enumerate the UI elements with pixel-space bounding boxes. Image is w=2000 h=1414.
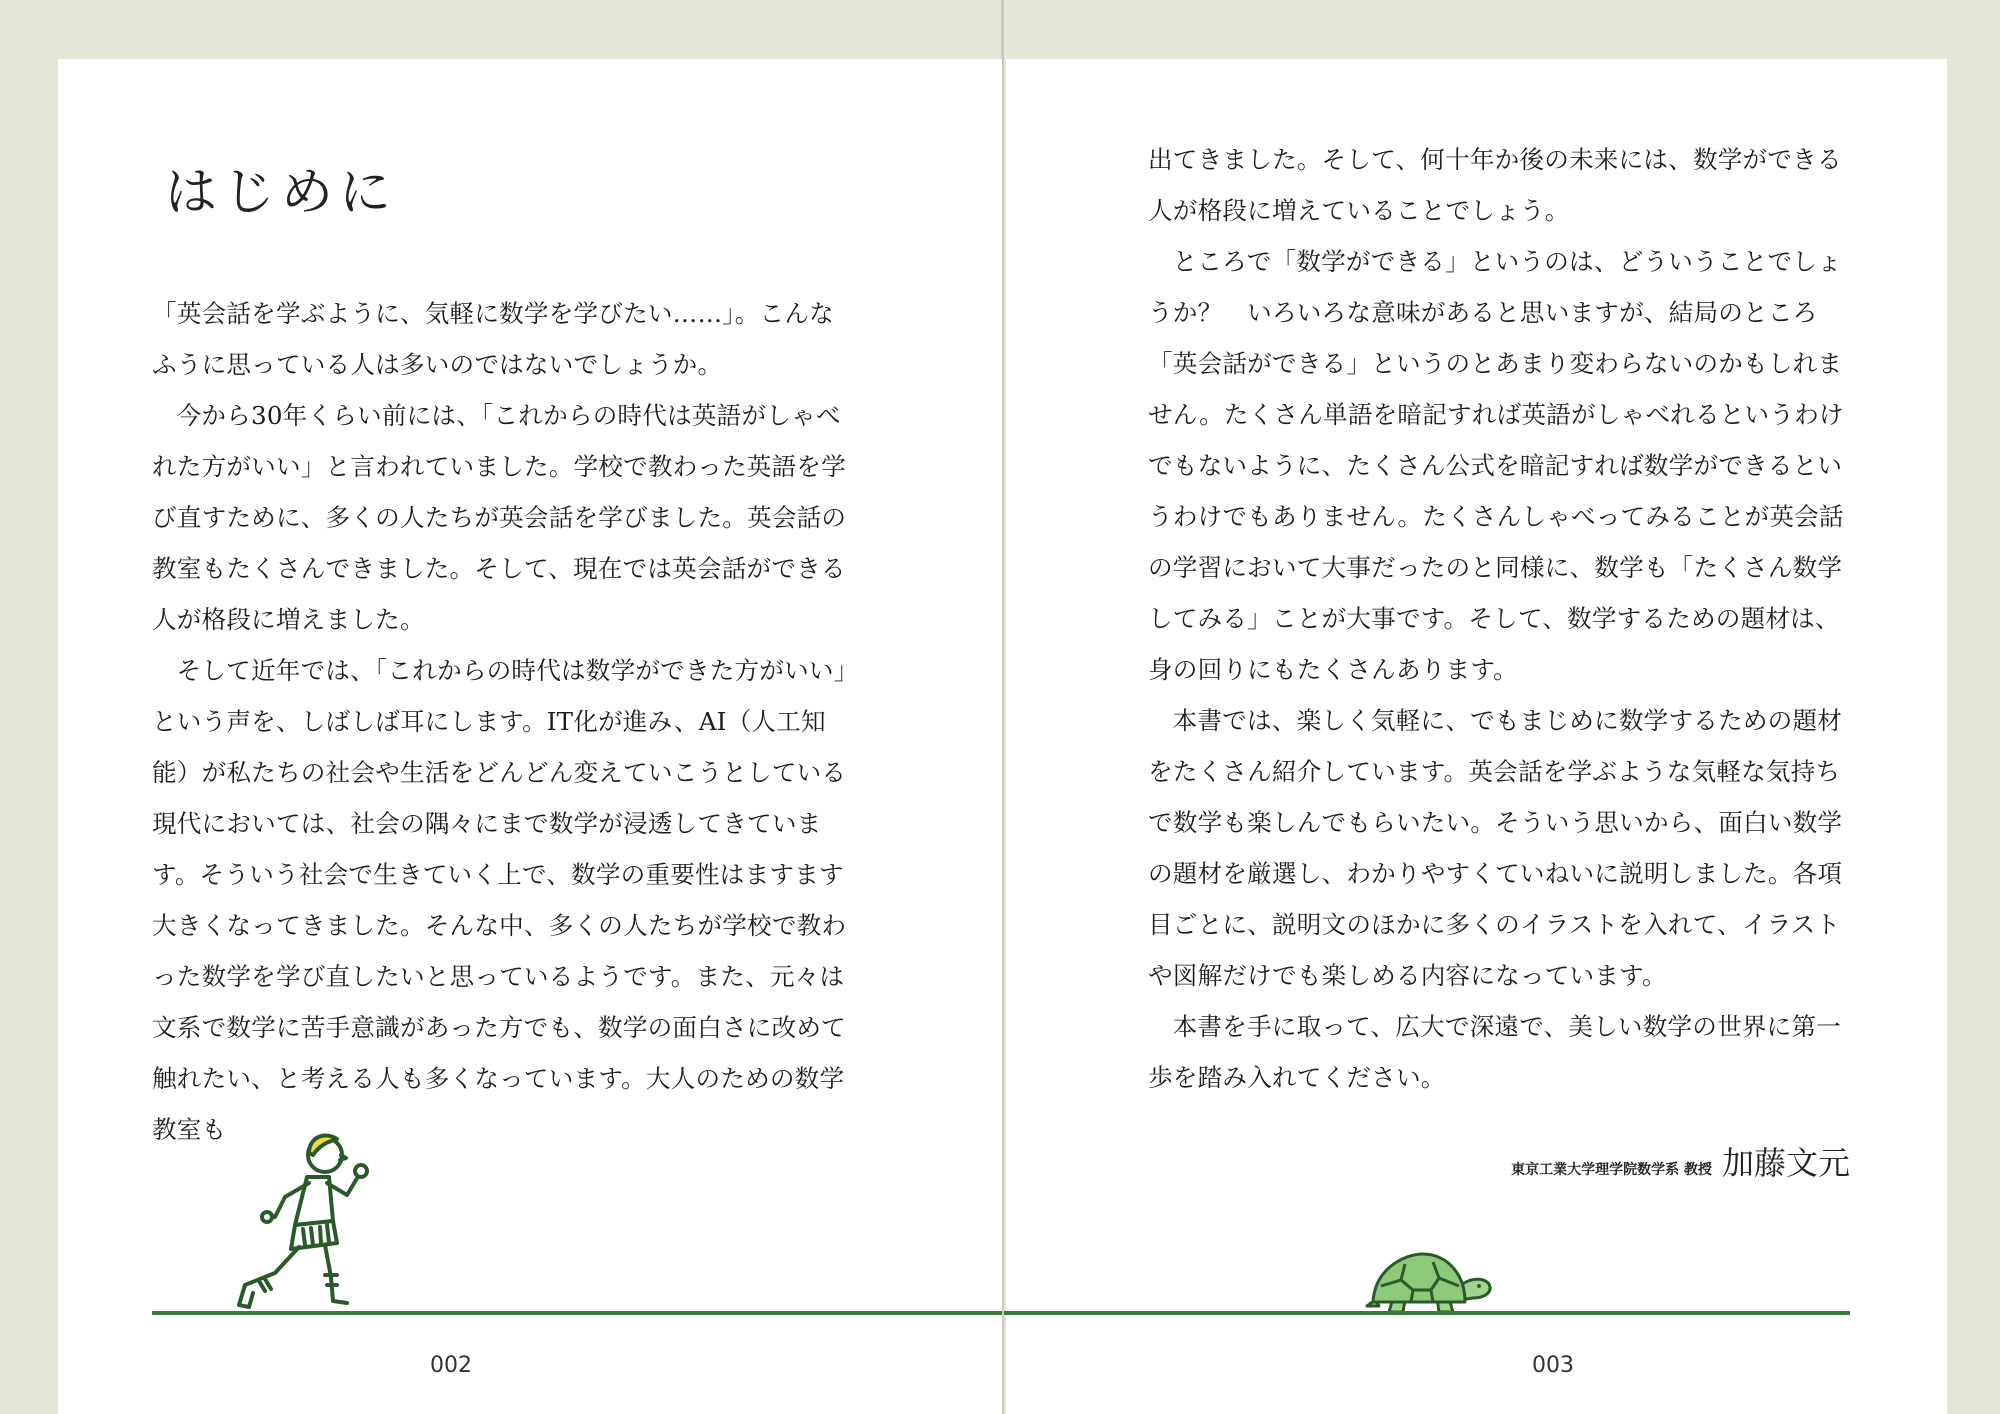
turtle-illustration <box>1365 1250 1495 1316</box>
author-signature <box>1511 1138 1850 1184</box>
page-title: はじめに <box>165 163 398 223</box>
author-affiliation: 東京工業大学理学院数学系 教授 <box>1511 1162 1712 1178</box>
running-man-illustration <box>225 1125 395 1315</box>
right-body-text <box>1148 134 1854 1103</box>
paragraph: 本書を手に取って、広大で深遠で、美しい数学の世界に第一歩を踏み入れてください。 <box>1148 1012 1842 1092</box>
paragraph: 「英会話を学ぶように、気軽に数学を学びたい……」。こんなふうに思っている人は多いのではないでしょうか。 <box>152 299 834 379</box>
paragraph: 本書では、楽しく気軽に、でもまじめに数学するための題材をたくさん紹介しています。英会話を学ぶような気軽な気持ちで数学も楽しんでもらいたい。そういう思いから、面白い数学の題材を厳選し、わかりやすくていねいに説明しました。各項目ごとに、説明文のほかに多くのイラストを入れて、イラストや図解だけでも楽しめる内容になっています。 <box>1148 706 1843 990</box>
author-name: 加藤文元 <box>1721 1144 1850 1182</box>
page-number-right: 003 <box>1532 1353 1574 1378</box>
paragraph: そして近年では、「これからの時代は数学ができた方がいい」という声を、しばしば耳にします。IT化が進み、AI（人工知能）が私たちの社会や生活をどんどん変えていこうとしている現代においては、社会の隅々にまで数学が浸透してきています。そういう社会で生きていく上で、数学の重要性はますます大きくなってきました。そんな中、多くの人たちが学校で教わった数学を学び直したいと思っているようです。また、元々は文系で数学に苦手意識があった方でも、数学の面白さに改めて触れたい、と考える人も多くなっています。大人のための数学教室も <box>152 656 847 1144</box>
ground-line-left <box>152 1311 1002 1315</box>
page-number-left: 002 <box>430 1353 472 1378</box>
paragraph: 今から30年くらい前には、「これからの時代は英語がしゃべれた方がいい」と言われていました。学校で教わった英語を学び直すために、多くの人たちが英会話を学びました。英会話の教室もたくさんできました。そして、現在では英会話ができる人が格段に増えました。 <box>152 401 847 634</box>
paragraph: 出てきました。そして、何十年か後の未来には、数学ができる人が格段に増えていることでしょう。 <box>1148 145 1842 225</box>
ground-line-right <box>1004 1311 1850 1315</box>
paragraph: ところで「数学ができる」というのは、どういうことでしょうか？ いろいろな意味があると思いますが、結局のところ「英会話ができる」というのとあまり変わらないのかもしれません。たくさん単語を暗記すれば英語がしゃべれるというわけでもないように、たくさん公式を暗記すれば数学ができるというわけでもありません。たくさんしゃべってみることが英会話の学習において大事だったのと同様に、数学も「たくさん数学してみる」ことが大事です。そして、数学するための題材は、身の回りにもたくさんあります。 <box>1148 247 1844 684</box>
left-body-text <box>152 288 858 1155</box>
